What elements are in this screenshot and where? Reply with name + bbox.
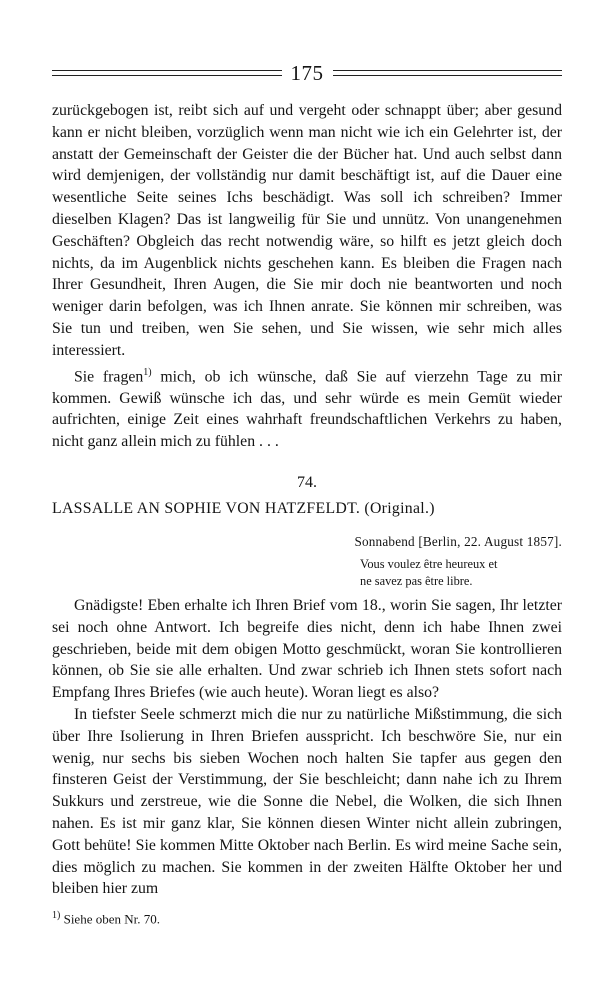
letter-number: 74. [297,474,317,491]
motto-line: ne savez pas être libre. [360,574,473,588]
header-rule-right [333,70,563,76]
paragraph-text: mich, ob ich wünsche, daß Sie auf vierzehn Tage zu mir kommen. Gewiß wünsche ich das, und sehr würde es mein Gemüt wieder aufrichten, einige Zeit eines wahrhaft freundschaftlichen Verkehrs zu haben, nicht ganz allein mich zu fühlen . . . [52,367,562,451]
page-number: 175 [290,60,324,85]
motto-line: Vous voulez être heureux et [360,557,498,571]
paragraph-text: Sie fragen [74,367,144,385]
footnote-marker: 1) [52,910,61,921]
paragraph [52,362,562,453]
body-text [52,100,562,453]
paragraph: In tiefster Seele schmerzt mich die nur zu natürliche Mißstimmung, die sich über Ihre Isolierung in Ihren Briefen ausspricht. Ich beschwöre Sie, nur ein wenig, nur sechs bis sieben Wochen noch halten Sie tapfer aus gegen den finsteren Geist der Verstimmung, der Sie beschleicht; dann nahe ich zu Ihrem Sukkurs und zerstreue, wie die Sonne die Nebel, die Wolken, die sich Ihnen nahen. Es ist mir ganz klar, Sie können diesen Winter nicht allein zubringen, Gott behüte! Sie kommen Mitte Oktober nach Berlin. Es wird meine Sache sein, dies möglich zu machen. Sie kommen in der zweiten Hälfte Oktober her und bleiben hier zum [52,705,562,898]
paragraph: Gnädigste! Eben erhalte ich Ihren Brief vom 18., worin Sie sagen, Ihr letzter sei noch ohne Antwort. Ich begreife dies nicht, denn ich habe Ihnen zwei geschrieben, beide mit dem obigen Motto geschmückt, woran Sie kontrollieren können, ob Sie sie alle erhalten. Und zwar schrieb ich Ihnen stets sofort nach Empfang Ihres Briefes (wie auch heute). Woran liegt es also? [52,597,562,702]
letter-motto [360,556,562,590]
page-header [52,58,562,88]
footnote [52,910,562,927]
letter-body [52,595,562,900]
footnote-reference: 1) [143,366,152,378]
letter-title: LASSALLE AN SOPHIE VON HATZFELDT. (Original.) [52,500,435,517]
letter-dateline: Sonnabend [Berlin, 22. August 1857]. [354,534,562,549]
paragraph: zurückgebogen ist, reibt sich auf und vergeht oder schnappt über; aber gesund kann er nicht bleiben, vorzüglich wenn man nicht wie ich ein Gelehrter ist, der anstatt der Gemeinschaft der Geister die der Bücher hat. Und auch selbst dann wird demjenigen, der vollständig nur damit beschäftigt ist, auf die Dauer eine wesentliche Seite seines Ichs beschädigt. Was soll ich schreiben? Immer dieselben Klagen? Das ist langweilig für Sie und unnütz. Von unangenehmen Geschäften? Obgleich das recht notwendig wäre, so hilft es jetzt gleich doch nichts, da im Augenblick nichts geschehen kann. Es bleiben die Fragen nach Ihrer Gesundheit, Ihren Augen, die Sie mir doch nie beantworten und noch weniger darin befolgen, was ich Ihnen anrate. Sie können mir schreiben, was Sie tun und treiben, wen Sie sehen, und Sie wissen, wie sehr mich alles interessiert. [52,102,562,359]
footnote-text: Siehe oben Nr. 70. [60,911,160,927]
header-rule-left [52,70,282,76]
